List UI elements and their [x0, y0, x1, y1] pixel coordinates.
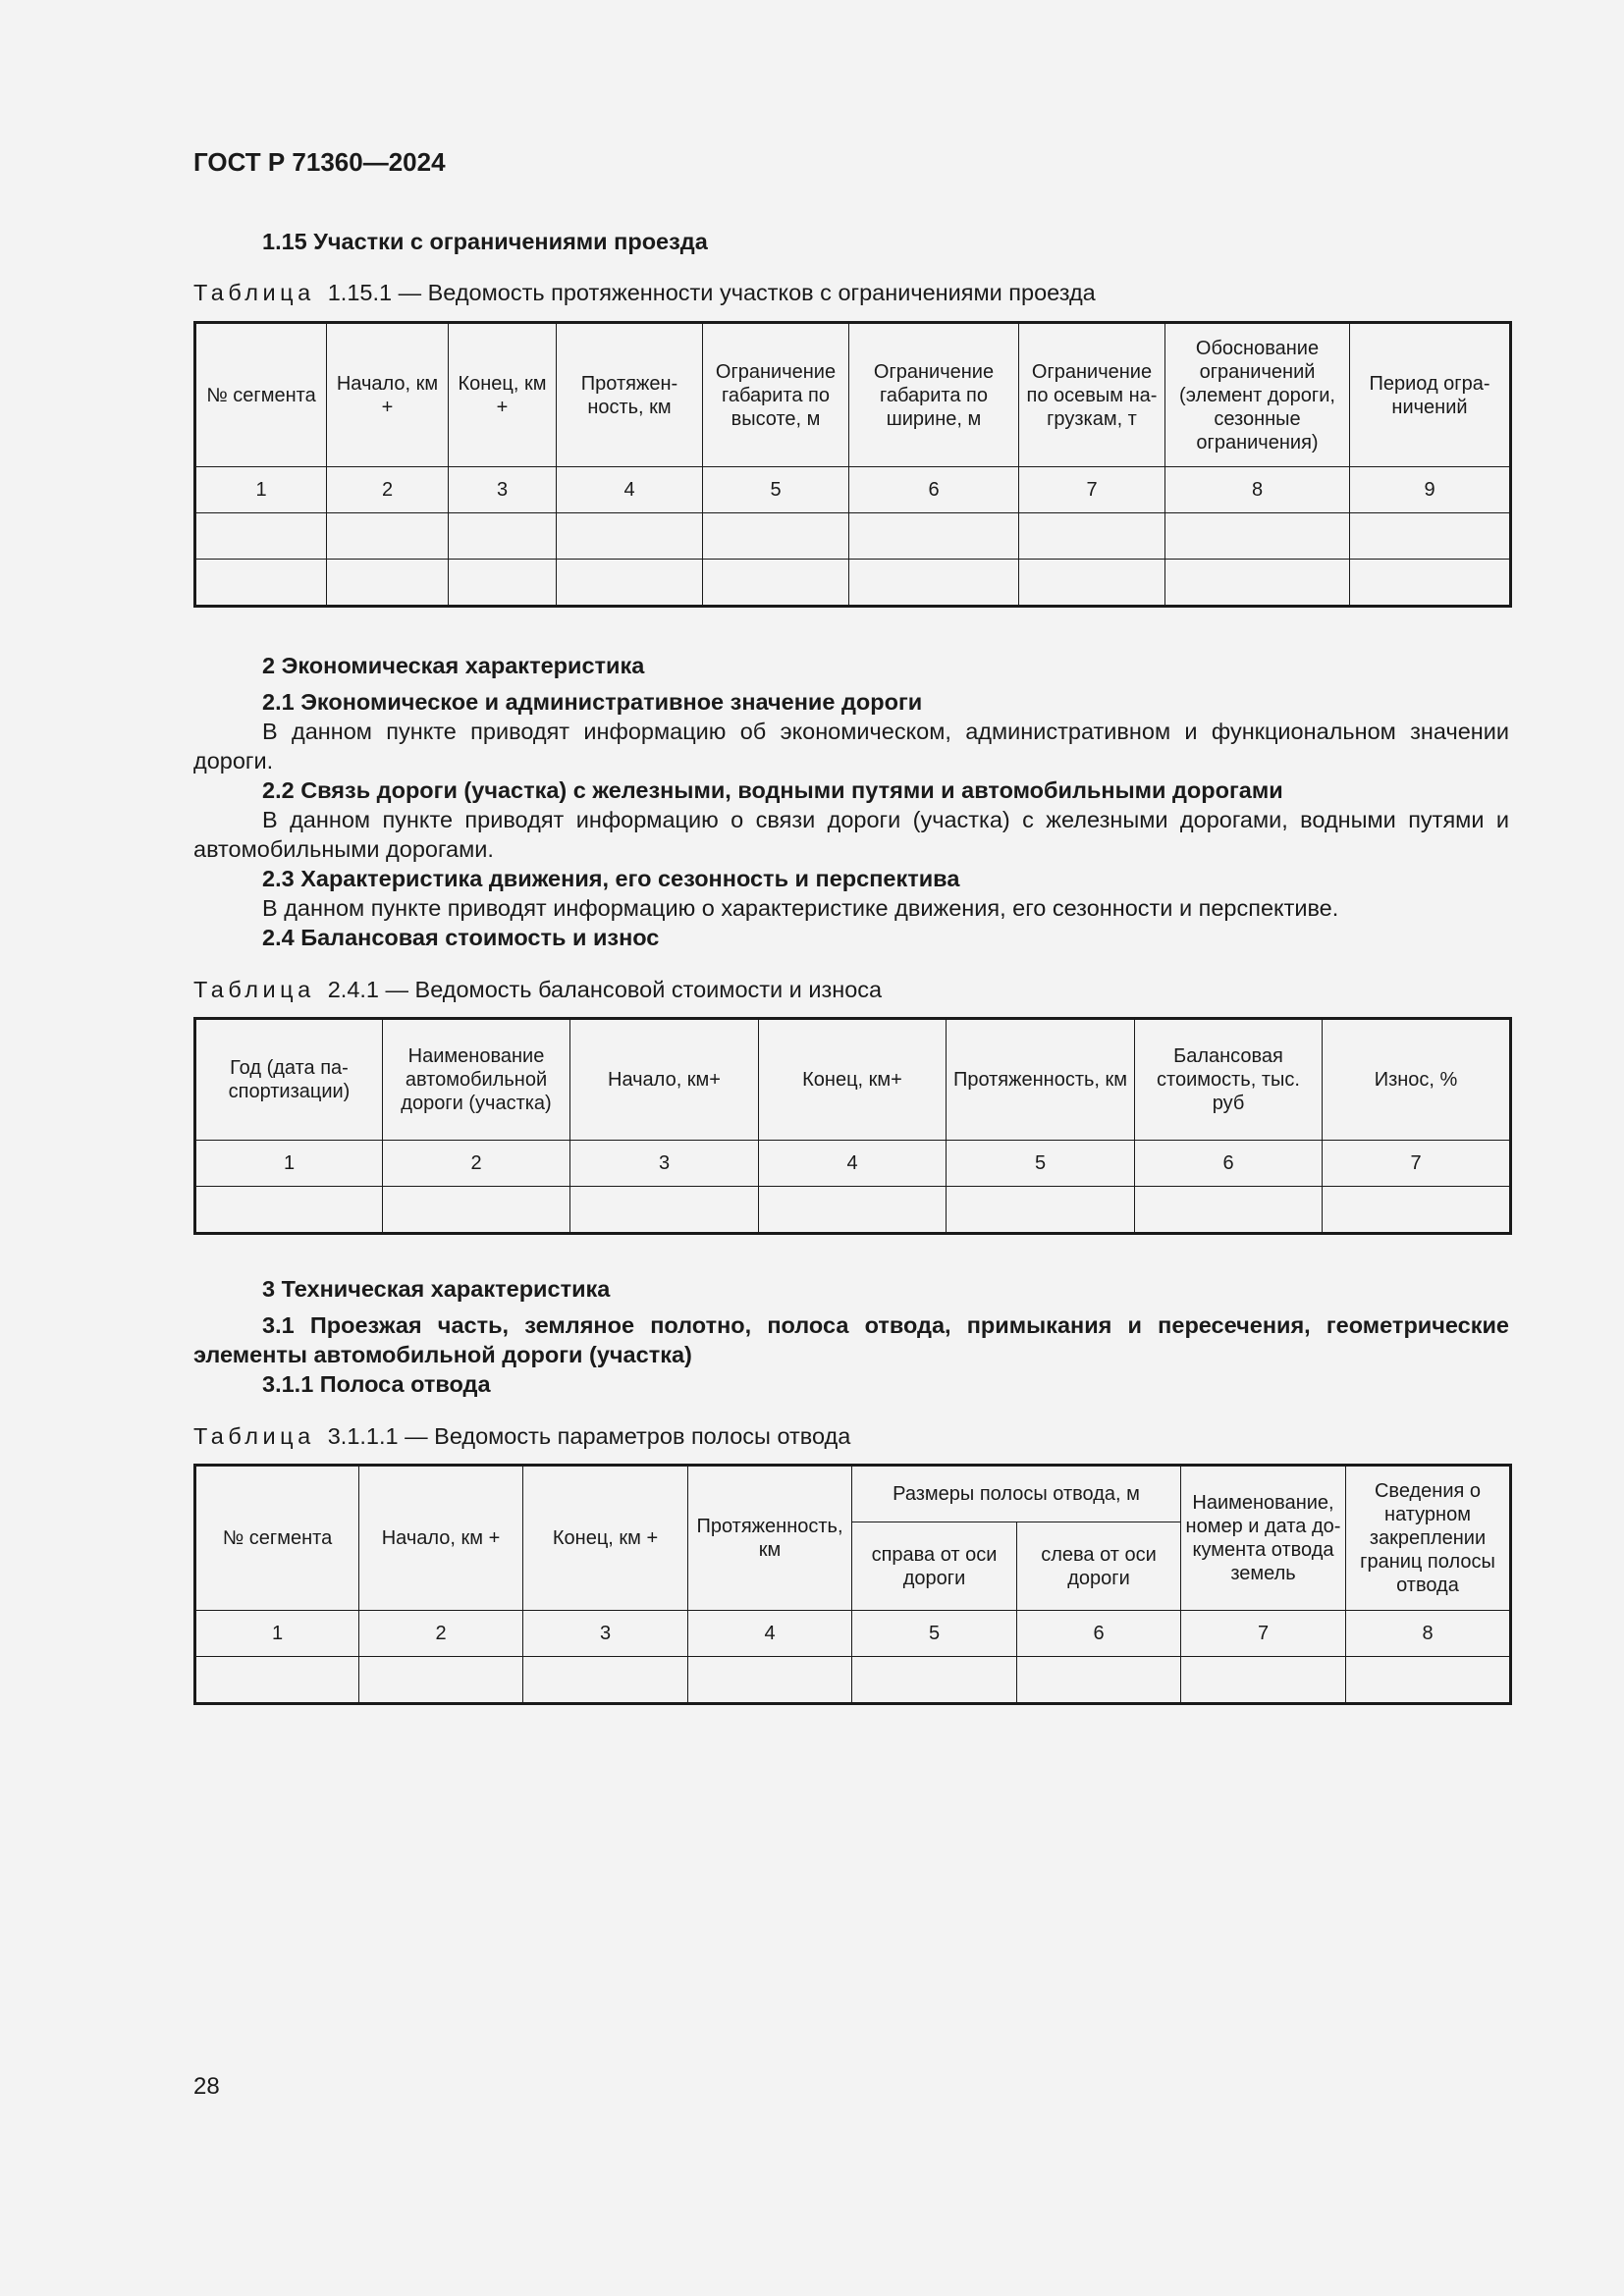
- column-number: 1: [195, 1141, 383, 1187]
- header-cell: № сегмента: [195, 1466, 359, 1611]
- table-cell: [759, 1187, 947, 1234]
- header-cell: Наименование, номер и дата документа отвода земель: [1181, 1466, 1346, 1611]
- table-cell: [1165, 513, 1350, 560]
- column-number: 7: [1181, 1611, 1346, 1657]
- table-cell: [1019, 560, 1165, 607]
- table-cell: [449, 560, 557, 607]
- table-cell: [557, 560, 703, 607]
- column-number: 2: [359, 1611, 523, 1657]
- subsection-title: 2.4 Балансовая стоимость и износ: [262, 925, 660, 950]
- column-number: 6: [1017, 1611, 1181, 1657]
- table-cell: [688, 1657, 852, 1704]
- column-number-row: [195, 1611, 1511, 1657]
- column-number: 2: [327, 467, 449, 513]
- section-title: 1.15 Участки с ограничениями проезда: [262, 229, 708, 254]
- column-number: 4: [688, 1611, 852, 1657]
- table-cell: [703, 513, 849, 560]
- header-cell: Ограничение по осевым нагрузкам, т: [1019, 323, 1165, 467]
- header-row: [195, 1019, 1511, 1141]
- column-number: 2: [383, 1141, 570, 1187]
- header-cell: Начало, км +: [359, 1466, 523, 1611]
- table-2-4-1: [193, 1017, 1512, 1235]
- column-number: 1: [195, 467, 327, 513]
- header-cell: Период ограничений: [1350, 323, 1511, 467]
- table-row: [195, 560, 1511, 607]
- table-cell: [523, 1657, 688, 1704]
- table-cell: [359, 1657, 523, 1704]
- table-cell: [1350, 513, 1511, 560]
- header-cell: Год (дата паспортизации): [195, 1019, 383, 1141]
- page-number: 28: [193, 2073, 220, 2100]
- column-number-row: [195, 467, 1511, 513]
- table-cell: [1019, 513, 1165, 560]
- header-cell: Конец, км+: [759, 1019, 947, 1141]
- header-cell: Обоснование ограничений (элемент дороги, сезонные ограничения): [1165, 323, 1350, 467]
- column-number: 8: [1346, 1611, 1511, 1657]
- table-cell: [947, 1187, 1135, 1234]
- table-cell: [195, 560, 327, 607]
- column-number: 3: [523, 1611, 688, 1657]
- column-number: 8: [1165, 467, 1350, 513]
- table-cell: [703, 560, 849, 607]
- column-number: 3: [449, 467, 557, 513]
- column-number-row: [195, 1141, 1511, 1187]
- header-cell: № сегмента: [195, 323, 327, 467]
- table-cell: [195, 513, 327, 560]
- subsection-title: 2.3 Характеристика движения, его сезонность и перспектива: [262, 866, 960, 891]
- header-cell: Протяженность, км: [557, 323, 703, 467]
- table-caption-1-15-1: [193, 280, 1096, 306]
- table-cell: [557, 513, 703, 560]
- table-row: [195, 513, 1511, 560]
- subsection-title: 3.1.1 Полоса отвода: [262, 1371, 491, 1397]
- table-cell: [195, 1187, 383, 1234]
- column-number: 7: [1323, 1141, 1511, 1187]
- table-cell: [1323, 1187, 1511, 1234]
- table-cell: [449, 513, 557, 560]
- column-number: 3: [570, 1141, 759, 1187]
- table-cell: [1346, 1657, 1511, 1704]
- table-cell: [1165, 560, 1350, 607]
- header-group-cell: Размеры полосы отвода, м: [852, 1466, 1181, 1522]
- header-cell: Конец, км +: [523, 1466, 688, 1611]
- table-cell: [1135, 1187, 1323, 1234]
- header-row: [195, 323, 1511, 467]
- header-cell: Износ, %: [1323, 1019, 1511, 1141]
- header-cell: Протяженность, км: [688, 1466, 852, 1611]
- column-number: 4: [557, 467, 703, 513]
- header-cell: Конец, км +: [449, 323, 557, 467]
- header-cell: Сведения о натурном закреплении границ полосы отвода: [1346, 1466, 1511, 1611]
- table-caption-3-1-1-1: [193, 1423, 850, 1450]
- table-cell: [849, 560, 1019, 607]
- subsection-title: 2.1 Экономическое и административное значение дороги: [262, 689, 923, 715]
- column-number: 6: [1135, 1141, 1323, 1187]
- column-number: 9: [1350, 467, 1511, 513]
- table-cell: [1181, 1657, 1346, 1704]
- column-number: 5: [852, 1611, 1017, 1657]
- caption-word: Таблица: [193, 1423, 315, 1449]
- header-cell: Протяженность, км: [947, 1019, 1135, 1141]
- table-cell: [849, 513, 1019, 560]
- caption-text: 2.4.1 — Ведомость балансовой стоимости и износа: [327, 977, 883, 1002]
- table-row: [195, 1187, 1511, 1234]
- table-cell: [195, 1657, 359, 1704]
- table-caption-2-4-1: [193, 977, 882, 1003]
- section-2: [193, 651, 1509, 952]
- table-3-1-1-1: [193, 1464, 1512, 1705]
- table-cell: [383, 1187, 570, 1234]
- table-row: [195, 1657, 1511, 1704]
- subsection-title: 3.1 Проезжая часть, земляное полотно, полоса отвода, примыкания и пересечения, геометрические элементы автомобильной дороги (участка): [193, 1312, 1509, 1367]
- document-number-header: ГОСТ Р 71360—2024: [193, 147, 446, 177]
- table-cell: [327, 560, 449, 607]
- caption-word: Таблица: [193, 280, 315, 305]
- header-cell: Балансовая стоимость, тыс. руб: [1135, 1019, 1323, 1141]
- column-number: 5: [703, 467, 849, 513]
- header-cell: Начало, км +: [327, 323, 449, 467]
- header-cell: Ограничение габарита по высоте, м: [703, 323, 849, 467]
- column-number: 7: [1019, 467, 1165, 513]
- header-row: [195, 1466, 1511, 1522]
- section-title: 2 Экономическая характеристика: [262, 653, 645, 678]
- column-number: 6: [849, 467, 1019, 513]
- table-cell: [1350, 560, 1511, 607]
- paragraph: В данном пункте приводят информацию о характеристике движения, его сезонности и перспективе.: [262, 895, 1339, 921]
- header-cell: Ограничение габарита по ширине, м: [849, 323, 1019, 467]
- header-cell: Начало, км+: [570, 1019, 759, 1141]
- header-cell: Наименование автомобильной дороги (участка): [383, 1019, 570, 1141]
- column-number: 4: [759, 1141, 947, 1187]
- paragraph: В данном пункте приводят информацию о связи дороги (участка) с железными дорогами, водными путями и автомобильными дорогами.: [193, 807, 1509, 862]
- table-1-15-1: [193, 321, 1512, 608]
- table-cell: [570, 1187, 759, 1234]
- caption-text: 1.15.1 — Ведомость протяженности участков с ограничениями проезда: [327, 280, 1096, 305]
- column-number: 5: [947, 1141, 1135, 1187]
- caption-word: Таблица: [193, 977, 315, 1002]
- table-cell: [1017, 1657, 1181, 1704]
- column-number: 1: [195, 1611, 359, 1657]
- section-title: 3 Техническая характеристика: [262, 1276, 611, 1302]
- section-3: [193, 1274, 1509, 1399]
- table-cell: [852, 1657, 1017, 1704]
- paragraph: В данном пункте приводят информацию об экономическом, административном и функциональном значении дороги.: [193, 719, 1509, 774]
- section-1-15: [193, 227, 1509, 256]
- subsection-title: 2.2 Связь дороги (участка) с железными, водными путями и автомобильными дорогами: [262, 777, 1283, 803]
- header-cell: слева от оси дороги: [1017, 1522, 1181, 1611]
- table-cell: [327, 513, 449, 560]
- caption-text: 3.1.1.1 — Ведомость параметров полосы отвода: [327, 1423, 851, 1449]
- header-cell: справа от оси дороги: [852, 1522, 1017, 1611]
